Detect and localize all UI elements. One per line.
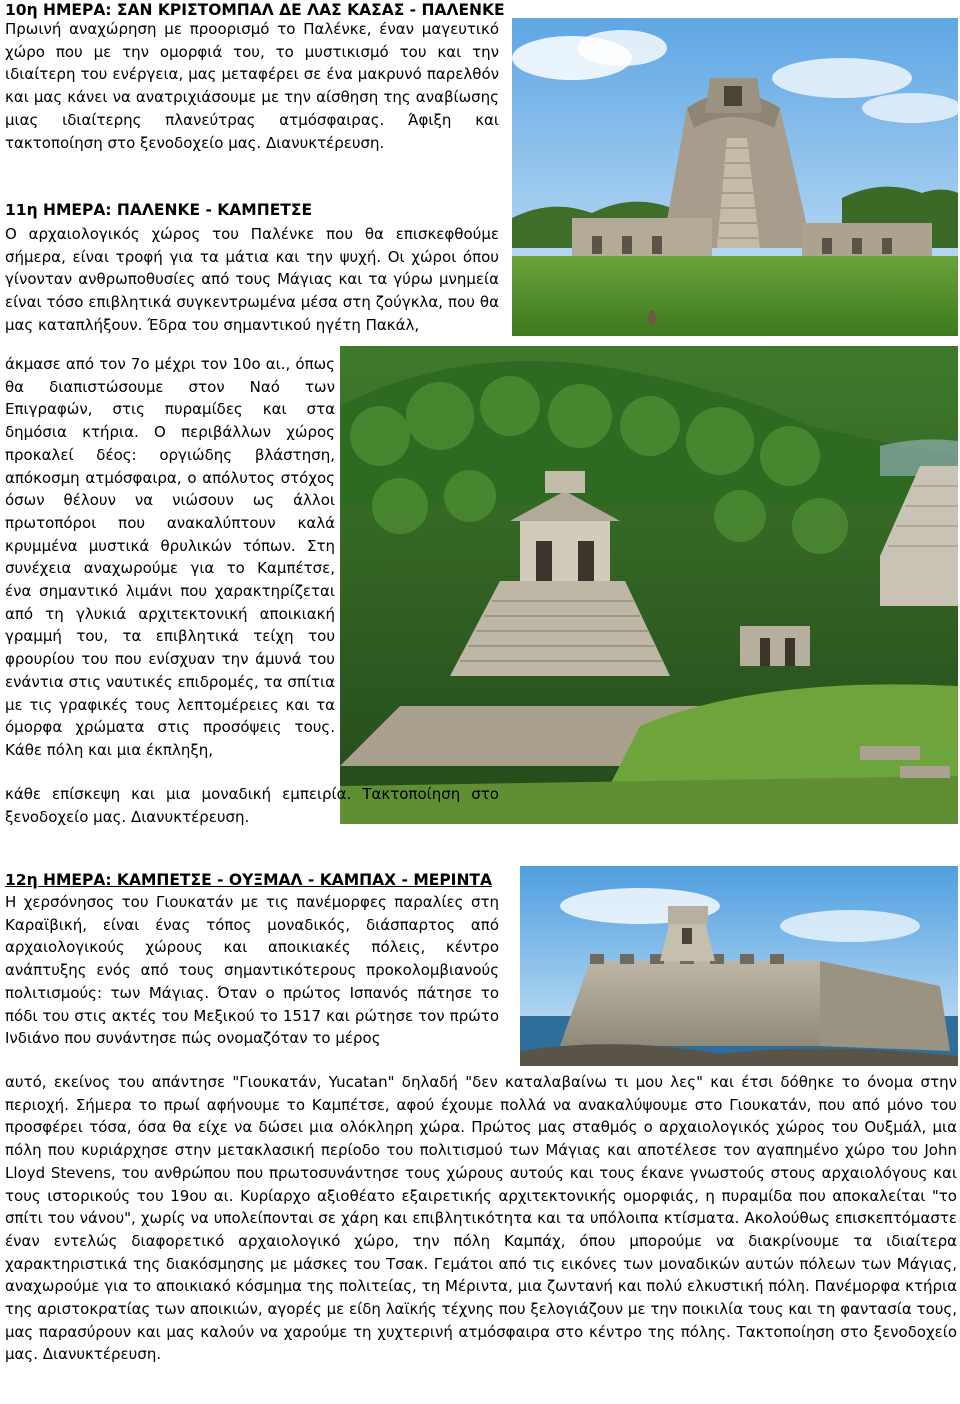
day10-title: 10η ΗΜΕΡΑ: ΣΑΝ ΚΡΙΣΤΟΜΠΑΛ ΔΕ ΛΑΣ ΚΑΣΑΣ - ΠΑΛΕΝΚΕ bbox=[5, 1, 505, 19]
day11-description-part3: κάθε επίσκεψη και μια μοναδική εμπειρία. Τακτοποίηση στο ξενοδοχείο μας. Διανυκτέρευση. bbox=[5, 785, 499, 826]
day11-title: 11η ΗΜΕΡΑ: ΠΑΛΕΝΚΕ - ΚΑΜΠΕΤΣΕ bbox=[5, 201, 313, 219]
day10-description: Πρωινή αναχώρηση με προορισμό το Παλένκε, έναν μαγευτικό χώρο που με την ομορφιά του, το μυστικισμό του και την ιδιαίτερη του ενέργεια, μας μεταφέρει σε ένα μακρυνό παρελθόν και μας κάνει να ανατριχιάσουμε με την αίσθηση της αναβίωσης μιας ιδιαίτερης πλανεύτρας ατμόσφαιρας. Άφιξη και τακτοποίηση στο ξενοδοχείο μας. Διανυκτέρευση. bbox=[5, 20, 499, 152]
day11-description-part1: Ο αρχαιολογικός χώρος του Παλένκε που θα επισκεφθούμε σήμερα, είναι τροφή για τα μάτια και την ψυχή. Οι χώροι όπου γίνονταν ανθρωποθυσίες από τους Μάγιας και τα γύρω μνημεία είναι τόσο επιβλητικά συγκεντρωμένα μέσα στη ζούγκλα, που θα μας καταπλήξουν. Έδρα του σημαντικού ηγέτη Πακάλ, bbox=[5, 225, 499, 334]
campeche-fort-photo bbox=[520, 866, 958, 1066]
palenque-temples-photo bbox=[340, 346, 958, 824]
day12-description-part1: Η χερσόνησος του Γιουκατάν με τις πανέμορφες παραλίες στη Καραϊβική, είναι ένας τόπος μοναδικός, διάσπαρτος από αρχαιολογικούς χώρους και αποικιακές πόλεις, κέντρο ανάπτυξης ενός από τους σημαντικότερους προκολομβιανούς πολιτισμούς: των Μάγιας. Όταν ο πρώτος Ισπανός πάτησε το πόδι του στις ακτές του Μεξικού το 1517 και ρώτησε τον πρώτο Ινδιάνο που συνάντησε πώς ονομαζόταν το μέρος bbox=[5, 893, 499, 1048]
day12-description-part2: αυτό, εκείνος του απάντησε "Γιουκατάν, Yucatan" δηλαδή "δεν καταλαβαίνω τι μου λες" και έτσι δόθηκε το όνομα στην περιοχή. Σήμερα το πρωί αφήνουμε το Καμπέτσε, αφού έχουμε πολλά να ανακαλύψουμε στο Γιουκατάν, που από μόνο του προσφέρει τόσα, όσα θα είχε να δώσει μια ολόκληρη χώρα. Πρώτος μας σταθμός ο αρχαιολογικός χώρος του Ουξμάλ, μια πόλη που κυριάρχησε στην μετακλασική περίοδο του πολιτισμού των Μάγιας και αποτέλεσε τον αγαπημένο χώρο του John Lloyd Stevens, του ανθρώπου που πρωτοσυνάντησε τους χώρους αυτούς και τους έκανε γνωστούς στους αρχαιολόγους και τους ιστορικούς του 19ου αι. Κυρίαρχο αξιοθέατο εξαιρετικής αρχιτεκτονικής ομορφιάς, η πυραμίδα που αποκαλείται "το σπίτι του νάνου", χωρίς να υπολείπονται σε χάρη και επιβλητικότητα και τα υπόλοιπα κτίσματα. Ακολούθως επισκεπτόμαστε έναν εντελώς διαφορετικό αρχαιολογικό χώρο, την πόλη Καμπάχ, όπου μπορούμε να διακρίνουμε τα ιδιαίτερα χαρακτηριστικά της διακόσμησης με μάσκες του Τσακ. Γεμάτοι από τις εικόνες των μοναδικών αυτών πόλεων των Μάγιας, αναχωρούμε για το αποικιακό κόσμημα της πολιτείας, τη Μέριντα, μια ζωντανή και πολύ ελκυστική πόλη. Πανέμορφα κτήρια της αριστοκρατίας των αποικιών, αγορές με είδη λαϊκής τέχνης που ξελογιάζουν με την ποικιλία τους και τη φαντασία τους, μας παρασύρουν και μας καλούν να χαρούμε τη χυχτερινή ατμόσφαιρα στο κέντρο της πόλης. Τακτοποίηση στο ξενοδοχείο μας. Διανυκτέρευση. bbox=[5, 1073, 957, 1364]
day12-title: 12η ΗΜΕΡΑ: ΚΑΜΠΕΤΣΕ - ΟΥΞΜΑΛ - ΚΑΜΠΑΧ - ΜΕΡΙΝΤΑ bbox=[5, 871, 492, 889]
pyramid-of-magician-photo bbox=[512, 18, 958, 336]
day11-description-part2: άκμασε από τον 7ο μέχρι τον 10ο αι., όπως θα διαπιστώσουμε στον Ναό των Επιγραφών, στις πυραμίδες και στα δημόσια κτήρια. Ο περιβάλλων χώρος προκαλεί δέος: οργιώδης βλάστηση, απόκοσμη ατμόσφαιρα, ο απόλυτος στόχος όσων θέλουν να νιώσουν ως άλλοι πρωτοπόροι που ανακαλύπτουν καλά κρυμμένα μυστικά θρυλικών τόπων. Στη συνέχεια αναχωρούμε για το Καμπέτσε, ένα σημαντικό λιμάνι που χαρακτηρίζεται από τη γλυκιά αρχιτεκτονική αποικιακή γραμμή του, τα επιβλητικά τείχη του φρουρίου του που ενίσχυαν την άμυνά του ενάντια στις ναυτικές επιδρομές, τα σπίτια με τις γραφικές τους λεπτομέρειες και τα όμορφα χρώματα στις προσόψεις τους. Κάθε πόλη και μια έκπληξη, bbox=[5, 355, 335, 759]
